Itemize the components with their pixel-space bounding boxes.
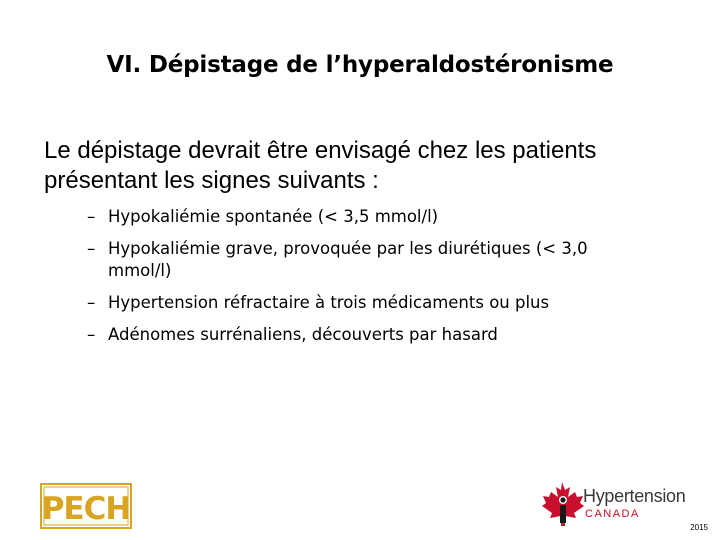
bullet-text: Hypertension réfractaire à trois médicaments ou plus (108, 293, 550, 312)
bullet-list (87, 206, 647, 356)
maple-leaf-icon (542, 482, 584, 526)
pech-logo (40, 483, 132, 529)
pech-logo-text: PECH (41, 491, 131, 527)
bullet-dash: – (87, 293, 96, 312)
intro-text: Le dépistage devrait être envisagé chez les patients présentant les signes suivants : (44, 137, 597, 194)
logo-subword: CANADA (585, 508, 640, 520)
slide-title: VI. Dépistage de l’hyperaldostéronisme (106, 52, 614, 78)
bullet-dash: – (87, 207, 96, 226)
bullet-text: Adénomes surrénaliens, découverts par hasard (108, 325, 498, 344)
bullet-dash: – (87, 325, 96, 344)
bullet-item (87, 292, 647, 314)
bullet-text: Hypokaliémie spontanée (< 3,5 mmol/l) (108, 207, 439, 226)
bullet-dash: – (87, 239, 96, 258)
bullet-item (87, 206, 647, 228)
logo-word: Hypertension (583, 486, 686, 506)
year-label: 2015 (690, 523, 708, 532)
bullet-item (87, 324, 647, 346)
bullet-item (87, 238, 647, 282)
bullet-text: Hypokaliémie grave, provoquée par les diurétiques (< 3,0 mmol/l) (108, 239, 588, 280)
